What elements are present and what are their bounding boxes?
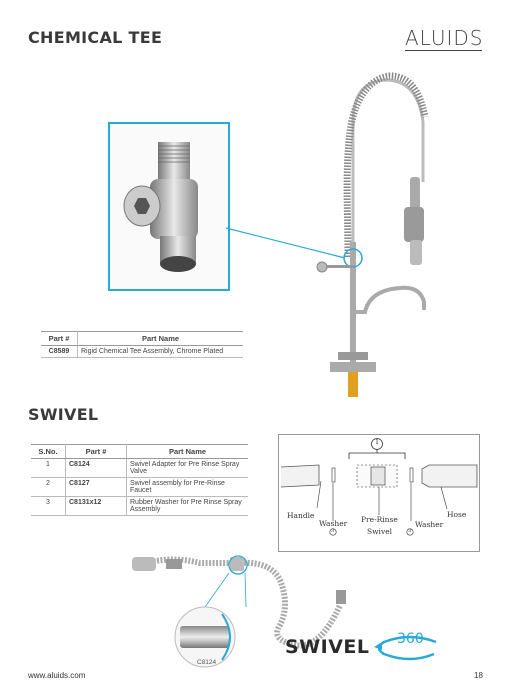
swivel-badge-text: SWIVEL (285, 636, 370, 658)
section-title-chemical-tee: CHEMICAL TEE (28, 28, 163, 47)
cell-part-name: Swivel Adapter for Pre Rinse Spray Valve (127, 459, 249, 478)
brand-logo: ALUIDS (405, 26, 484, 50)
section-title-swivel: SWIVEL (28, 405, 99, 424)
cell-sno: 3 (31, 497, 66, 516)
cell-part: C8127 (66, 478, 127, 497)
table-header-row (31, 445, 248, 459)
swivel-assembly-diagram (278, 434, 480, 552)
label-swivel: Swivel (367, 527, 393, 536)
column-header-part: Part # (41, 332, 78, 346)
label-washer-right-num: 3 (408, 528, 412, 534)
cell-part: C8131x12 (66, 497, 127, 516)
table-row (31, 497, 248, 516)
column-header-part: Part # (66, 445, 127, 459)
column-header-sno: S.No. (31, 445, 66, 459)
label-washer-left-num: 3 (331, 528, 335, 534)
swivel-parts-table (31, 444, 248, 516)
label-washer-right: Washer (415, 520, 444, 529)
cell-sno: 2 (31, 478, 66, 497)
cell-part-name: Rigid Chemical Tee Assembly, Chrome Plated (78, 346, 244, 358)
photo-caption: C8124 (197, 659, 217, 666)
label-pre-rinse: Pre-Rinse (361, 515, 398, 524)
label-handle: Handle (287, 511, 315, 520)
cell-part-name: Rubber Washer for Pre Rinse Spray Assembly (127, 497, 249, 516)
table-row (31, 478, 248, 497)
table-row (41, 346, 243, 358)
footer-website-url[interactable]: www.aluids.com (28, 671, 86, 680)
cell-sno: 1 (31, 459, 66, 478)
table-header-row (41, 332, 243, 346)
table-row (31, 459, 248, 478)
label-washer-left: Washer (319, 519, 348, 528)
cell-part: C8124 (66, 459, 127, 478)
column-header-part-name: Part Name (78, 332, 244, 346)
chemical-tee-parts-table (41, 331, 243, 358)
column-header-part-name: Part Name (127, 445, 249, 459)
cell-part: C8589 (41, 346, 78, 358)
cell-part-name: Swivel assembly for Pre-Rinse Faucet (127, 478, 249, 497)
diagram-callout-1: 1 (375, 438, 380, 446)
label-hose: Hose (447, 510, 467, 519)
page-number: 18 (474, 671, 483, 680)
swivel-360-label: 360 (397, 631, 424, 647)
